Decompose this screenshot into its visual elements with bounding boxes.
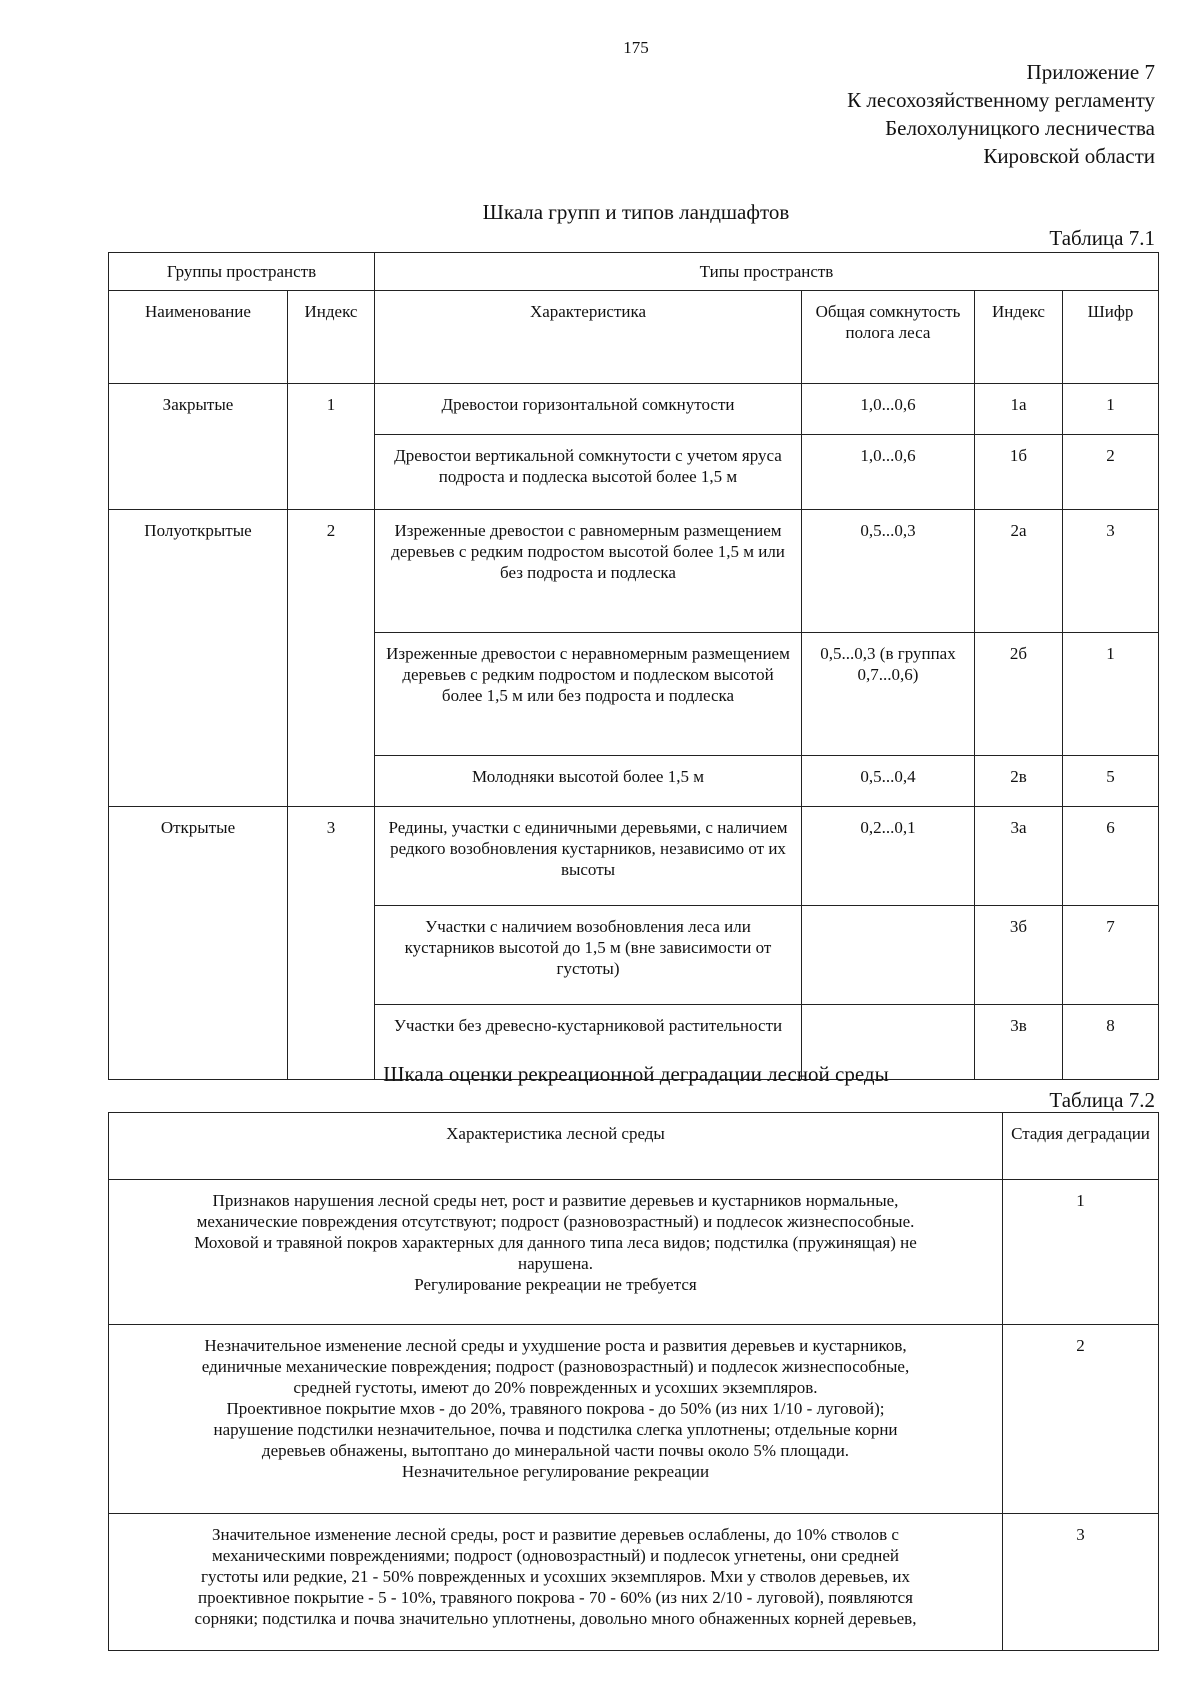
- table-row: [109, 807, 1159, 906]
- table-header-row: [109, 291, 1159, 384]
- type-index: 3а: [975, 807, 1063, 906]
- text-line: единичные механические повреждения; подрост (разновозрастный) и подлесок жизнеспособные,: [201, 1357, 910, 1376]
- type-characteristic: Молодняки высотой более 1,5 м: [375, 756, 802, 807]
- appendix-header: [847, 58, 1155, 170]
- type-density: 0,2...0,1: [802, 807, 975, 906]
- text-line: механическими повреждениями; подрост (одновозрастный) и подлесок угнетены, они средней: [212, 1546, 899, 1565]
- type-code: 5: [1063, 756, 1159, 807]
- environment-characteristic: [109, 1514, 1003, 1651]
- col-header: Характеристика лесной среды: [109, 1113, 1003, 1180]
- header-line: Белохолуницкого лесничества: [885, 116, 1155, 140]
- table-row: [109, 384, 1159, 435]
- text-line: средней густоты, имеют до 20% поврежденных и усохших экземпляров.: [293, 1378, 818, 1397]
- type-code: 2: [1063, 435, 1159, 510]
- group-name: Открытые: [109, 807, 288, 1080]
- table1-title: Шкала групп и типов ландшафтов: [482, 200, 790, 224]
- type-index: 2а: [975, 510, 1063, 633]
- type-density: 0,5...0,3: [802, 510, 975, 633]
- type-characteristic: Древостои горизонтальной сомкнутости: [375, 384, 802, 435]
- type-code: 6: [1063, 807, 1159, 906]
- text-line: Регулирование рекреации не требуется: [414, 1275, 697, 1294]
- type-header: Типы пространств: [375, 253, 1159, 291]
- type-density: 0,5...0,3 (в группах 0,7...0,6): [802, 633, 975, 756]
- text-line: Незначительное изменение лесной среды и ухудшение роста и развития деревьев и кустарников,: [204, 1336, 907, 1355]
- group-name: Закрытые: [109, 384, 288, 510]
- type-characteristic: Участки с наличием возобновления леса или кустарников высотой до 1,5 м (вне зависимости от густоты): [375, 906, 802, 1005]
- degradation-stage: 1: [1003, 1180, 1159, 1325]
- degradation-stage: 2: [1003, 1325, 1159, 1514]
- text-line: густоты или редкие, 21 - 50% поврежденных и усохших экземпляров. Мхи у стволов деревьев, их: [201, 1567, 910, 1586]
- group-index: 3: [288, 807, 375, 1080]
- group-index: 1: [288, 384, 375, 510]
- type-index: 2б: [975, 633, 1063, 756]
- text-line: нарушена.: [518, 1254, 593, 1273]
- table-row: [109, 510, 1159, 633]
- text-line: сорняки; подстилка и почва значительно уплотнены, довольно много обнаженных корней деревьев,: [194, 1609, 917, 1628]
- text-line: Моховой и травяной покров характерных для данного типа леса видов; подстилка (пружинящая) не: [194, 1233, 917, 1252]
- col-header: Стадия деградации: [1003, 1113, 1159, 1180]
- text-line: Незначительное регулирование рекреации: [401, 1462, 710, 1481]
- col-header: Общая сомкнутость полога леса: [802, 291, 975, 384]
- table2-label: Таблица 7.2: [1049, 1088, 1155, 1112]
- type-density: 1,0...0,6: [802, 435, 975, 510]
- type-characteristic: Изреженные древостои с неравномерным размещением деревьев с редким подростом и подлеском высотой более 1,5 м или без подроста и подлеска: [375, 633, 802, 756]
- type-index: 2в: [975, 756, 1063, 807]
- table-row: [109, 1325, 1159, 1514]
- page-number: 175: [623, 38, 649, 57]
- type-density: 0,5...0,4: [802, 756, 975, 807]
- environment-characteristic: [109, 1180, 1003, 1325]
- text-line: Признаков нарушения лесной среды нет, рост и развитие деревьев и кустарников нормальные,: [212, 1191, 899, 1210]
- text-line: деревьев обнажены, вытоптано до минеральной части почвы около 5% площади.: [261, 1441, 850, 1460]
- table1-label: Таблица 7.1: [1049, 226, 1155, 250]
- text-line: Значительное изменение лесной среды, рост и развитие деревьев ослаблены, до 10% стволов с: [212, 1525, 899, 1544]
- table2-title: Шкала оценки рекреационной деградации лесной среды: [383, 1062, 889, 1086]
- type-characteristic: Участки без древесно-кустарниковой растительности: [375, 1005, 802, 1080]
- environment-characteristic: [109, 1325, 1003, 1514]
- text-line: нарушение подстилки незначительное, почва и подстилка слегка уплотнены; отдельные корни: [213, 1420, 898, 1439]
- col-header: Характеристика: [375, 291, 802, 384]
- type-index: 3б: [975, 906, 1063, 1005]
- group-index: 2: [288, 510, 375, 807]
- col-header: Индекс: [975, 291, 1063, 384]
- col-header: Индекс: [288, 291, 375, 384]
- type-code: 3: [1063, 510, 1159, 633]
- table-header-row: [109, 253, 1159, 291]
- type-code: 8: [1063, 1005, 1159, 1080]
- type-density: 1,0...0,6: [802, 384, 975, 435]
- text-line: проективное покрытие - 5 - 10%, травяного покрова - 70 - 60% (из них 2/10 - луговой), появляются: [198, 1588, 913, 1607]
- col-header: Наименование: [109, 291, 288, 384]
- landscape-types-table: [108, 252, 1159, 1080]
- table-header-row: [109, 1113, 1159, 1180]
- degradation-scale-table: [108, 1112, 1159, 1651]
- type-code: 7: [1063, 906, 1159, 1005]
- col-header: Шифр: [1063, 291, 1159, 384]
- table-row: [109, 1180, 1159, 1325]
- type-index: 3в: [975, 1005, 1063, 1080]
- type-density: [802, 906, 975, 1005]
- type-characteristic: Редины, участки с единичными деревьями, с наличием редкого возобновления кустарников, независимо от их высоты: [375, 807, 802, 906]
- type-characteristic: Древостои вертикальной сомкнутости с учетом яруса подроста и подлеска высотой более 1,5 м: [375, 435, 802, 510]
- text-line: Проективное покрытие мхов - до 20%, травяного покрова - до 50% (из них 1/10 - луговой);: [226, 1399, 885, 1418]
- table-row: [109, 1514, 1159, 1651]
- header-line: Приложение 7: [1026, 60, 1155, 84]
- type-index: 1а: [975, 384, 1063, 435]
- type-index: 1б: [975, 435, 1063, 510]
- degradation-stage: 3: [1003, 1514, 1159, 1651]
- header-line: Кировской области: [983, 144, 1155, 168]
- header-line: К лесохозяйственному регламенту: [847, 88, 1155, 112]
- type-characteristic: Изреженные древостои с равномерным размещением деревьев с редким подростом высотой более 1,5 м или без подроста и подлеска: [375, 510, 802, 633]
- group-header: Группы пространств: [109, 253, 375, 291]
- text-line: механические повреждения отсутствуют; подрост (разновозрастный) и подлесок жизнеспособные.: [196, 1212, 915, 1231]
- type-code: 1: [1063, 384, 1159, 435]
- group-name: Полуоткрытые: [109, 510, 288, 807]
- type-code: 1: [1063, 633, 1159, 756]
